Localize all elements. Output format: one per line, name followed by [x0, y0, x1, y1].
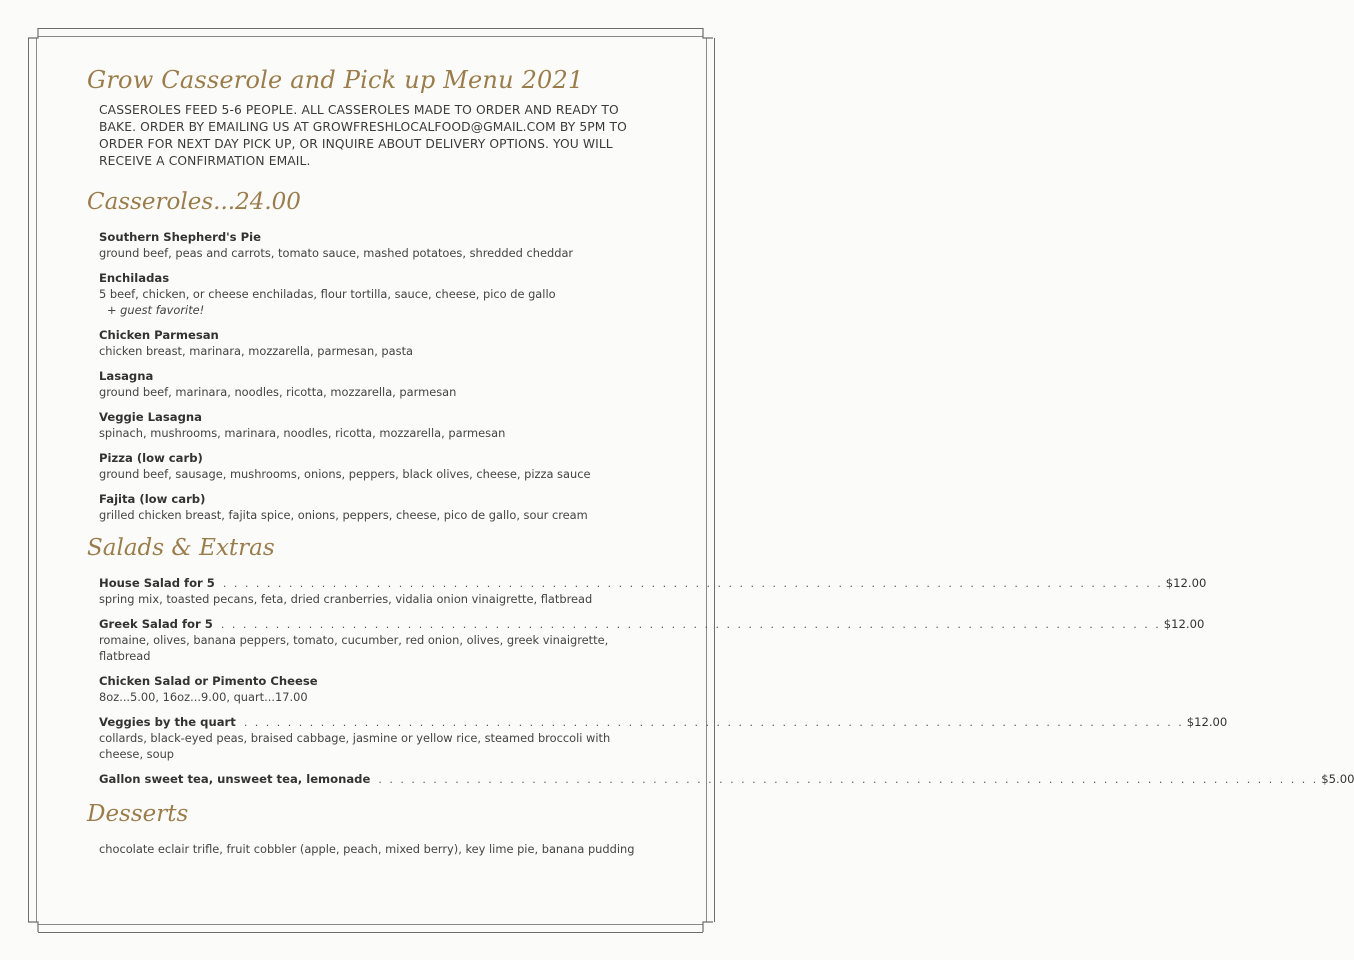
item-description: ground beef, marinara, noodles, ricotta, mozzarella, parmesan	[99, 385, 457, 399]
menu-item	[99, 229, 657, 261]
menu-item	[99, 409, 657, 441]
item-name: Greek Salad for 5	[99, 617, 213, 631]
menu-item	[99, 450, 657, 482]
casserole-list	[99, 229, 657, 523]
salads-list	[99, 575, 1354, 787]
menu-item	[99, 327, 657, 359]
item-name: Fajita (low carb)	[99, 492, 206, 506]
menu-item	[99, 616, 1205, 664]
item-description: 8oz...5.00, 16oz...9.00, quart...17.00	[99, 690, 308, 704]
desserts-list	[99, 841, 657, 857]
page-title: Grow Casserole and Pick up Menu 2021	[87, 66, 584, 94]
item-name: Enchiladas	[99, 271, 170, 285]
item-description: collards, black-eyed peas, braised cabbage, jasmine or yellow rice, steamed broccoli with cheese, soup	[99, 731, 611, 761]
desserts-heading: Desserts	[87, 801, 189, 827]
item-price: $5.00	[1321, 772, 1354, 786]
menu-item	[99, 673, 657, 705]
item-description: spinach, mushrooms, marinara, noodles, ricotta, mozzarella, parmesan	[99, 426, 506, 440]
item-description: spring mix, toasted pecans, feta, dried cranberries, vidalia onion vinaigrette, flatbread	[99, 592, 593, 606]
item-name: Chicken Salad or Pimento Cheese	[99, 674, 318, 688]
item-description: grilled chicken breast, fajita spice, onions, peppers, cheese, pico de gallo, sour cream	[99, 508, 588, 522]
item-description: ground beef, sausage, mushrooms, onions, peppers, black olives, cheese, pizza sauce	[99, 467, 591, 481]
menu-item	[99, 491, 657, 523]
item-name: Veggies by the quart	[99, 715, 236, 729]
desserts-description: chocolate eclair trifle, fruit cobbler (apple, peach, mixed berry), key lime pie, banana pudding	[99, 842, 635, 856]
item-name: Pizza (low carb)	[99, 451, 203, 465]
dot-leader: . . . . . . . . . . . . . . . . . . . . . . . . . . . . . . . . . . . . . . . . . . . . . . . . . . . . . . . . . . . . . . . . . . . . . . . . . . . . . . . . . . . . . .	[222, 577, 1163, 590]
item-price: $12.00	[1165, 576, 1207, 590]
menu-content	[87, 66, 1354, 857]
item-description: ground beef, peas and carrots, tomato sauce, mashed potatoes, shredded cheddar	[99, 246, 574, 260]
menu-item	[99, 714, 1228, 762]
intro-text: CASSEROLES FEED 5-6 PEOPLE. ALL CASSEROLES MADE TO ORDER AND READY TO BAKE. ORDER BY EMAILING US AT GROWFRESHLOCALFOOD@GMAIL.COM BY 5PM TO ORDER FOR NEXT DAY PICK UP, OR INQUIRE ABOUT DELIVERY OPTIONS. YOU WILL RECEIVE A CONFIRMATION EMAIL.	[99, 103, 627, 168]
salads-heading: Salads & Extras	[87, 535, 275, 561]
guest-favorite-note: + guest favorite!	[107, 303, 205, 317]
menu-item	[99, 575, 1207, 607]
menu-item	[99, 368, 657, 400]
item-description: romaine, olives, banana peppers, tomato, cucumber, red onion, olives, greek vinaigrette, flatbread	[99, 633, 609, 663]
item-description: chicken breast, marinara, mozzarella, parmesan, pasta	[99, 344, 414, 358]
item-name: Southern Shepherd's Pie	[99, 230, 261, 244]
item-description: 5 beef, chicken, or cheese enchiladas, flour tortilla, sauce, cheese, pico de gallo	[99, 287, 556, 301]
item-name: Gallon sweet tea, unsweet tea, lemonade	[99, 772, 371, 786]
item-name: Lasagna	[99, 369, 154, 383]
dot-leader: . . . . . . . . . . . . . . . . . . . . . . . . . . . . . . . . . . . . . . . . . . . . . . . . . . . . . . . . . . . . . . . . . . . . . . . . . . . . . . . . . . . . . .	[378, 773, 1319, 786]
menu-item	[99, 771, 1354, 787]
item-name: House Salad for 5	[99, 576, 215, 590]
item-name: Veggie Lasagna	[99, 410, 202, 424]
dot-leader: . . . . . . . . . . . . . . . . . . . . . . . . . . . . . . . . . . . . . . . . . . . . . . . . . . . . . . . . . . . . . . . . . . . . . . . . . . . . . . . . . . . . . .	[220, 618, 1161, 631]
item-name: Chicken Parmesan	[99, 328, 219, 342]
menu-item	[99, 270, 657, 318]
dot-leader: . . . . . . . . . . . . . . . . . . . . . . . . . . . . . . . . . . . . . . . . . . . . . . . . . . . . . . . . . . . . . . . . . . . . . . . . . . . . . . . . . . . . . .	[243, 716, 1184, 729]
casseroles-heading: Casseroles...24.00	[87, 189, 301, 215]
item-price: $12.00	[1186, 715, 1228, 729]
item-price: $12.00	[1163, 617, 1205, 631]
